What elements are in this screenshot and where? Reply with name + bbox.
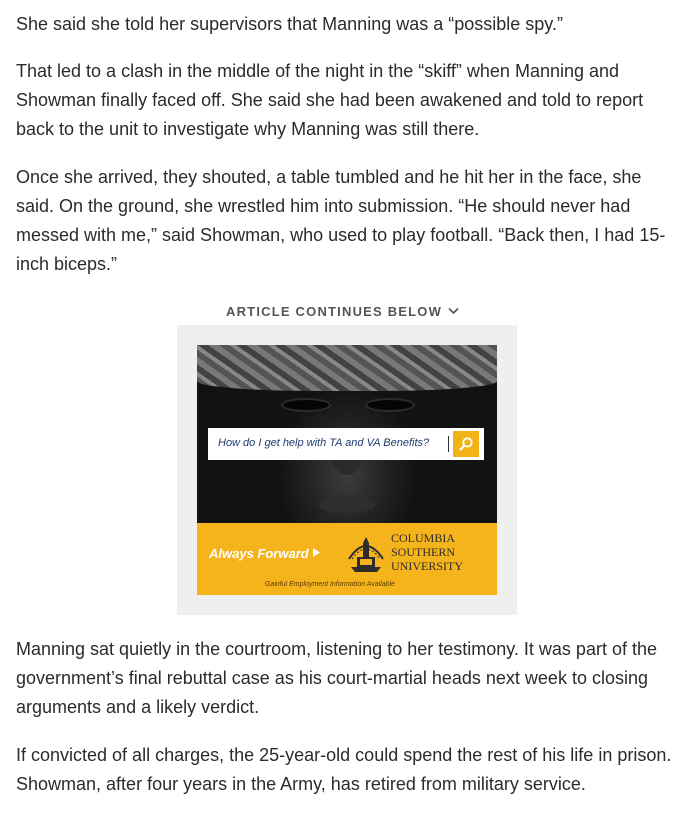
paragraph-2: That led to a clash in the middle of the night in the “skiff” when Manning and Showman finally faced off. She said she had been awakened and told to report back to the unit to investigate why Manning was still there. xyxy=(16,61,644,139)
paragraph-3: Once she arrived, they shouted, a table tumbled and he hit her in the face, she said. On the ground, she wrestled him into submission. “He should never had messed with me,” said Showman, who used to play football. “Back then, I had 15-inch biceps.” xyxy=(16,167,666,274)
chevron-down-icon xyxy=(448,306,459,318)
university-line-3: UNIVERSITY xyxy=(391,559,463,573)
ad-search-button[interactable] xyxy=(453,431,479,457)
camouflage-cap xyxy=(197,345,497,391)
ad-continues-text: ARTICLE CONTINUES BELOW xyxy=(226,304,443,319)
ad-container xyxy=(177,325,517,615)
left-eye xyxy=(283,400,329,410)
university-line-2: SOUTHERN xyxy=(391,545,456,559)
paragraph-5: If convicted of all charges, the 25-year-old could spend the rest of his life in prison. Showman, after four years in the Army, has retired from military service. xyxy=(16,745,672,794)
university-name xyxy=(391,531,463,573)
paragraph-1: She said she told her supervisors that Manning was a “possible spy.” xyxy=(16,14,563,34)
ad-brand-band xyxy=(197,523,497,595)
text-cursor xyxy=(448,436,449,452)
arrow-right-icon xyxy=(312,547,322,558)
ad-search-text: How do I get help with TA and VA Benefits? xyxy=(218,437,430,449)
ad-search-box[interactable] xyxy=(208,428,484,460)
advertisement-banner[interactable] xyxy=(197,345,497,595)
university-line-1: COLUMBIA xyxy=(391,531,456,545)
paragraph-4: Manning sat quietly in the courtroom, listening to her testimony. It was part of the government’s final rebuttal case as his court-martial heads next week to closing arguments and a likely verdict. xyxy=(16,639,657,717)
search-icon xyxy=(458,436,474,452)
university-crest-icon xyxy=(343,529,389,575)
lips xyxy=(319,497,375,513)
ad-continues-label[interactable] xyxy=(226,304,459,319)
ad-tagline[interactable]: Always Forward xyxy=(209,546,322,561)
ad-disclaimer[interactable]: Gainful Employment Information Available xyxy=(265,581,395,588)
right-eye xyxy=(367,400,413,410)
